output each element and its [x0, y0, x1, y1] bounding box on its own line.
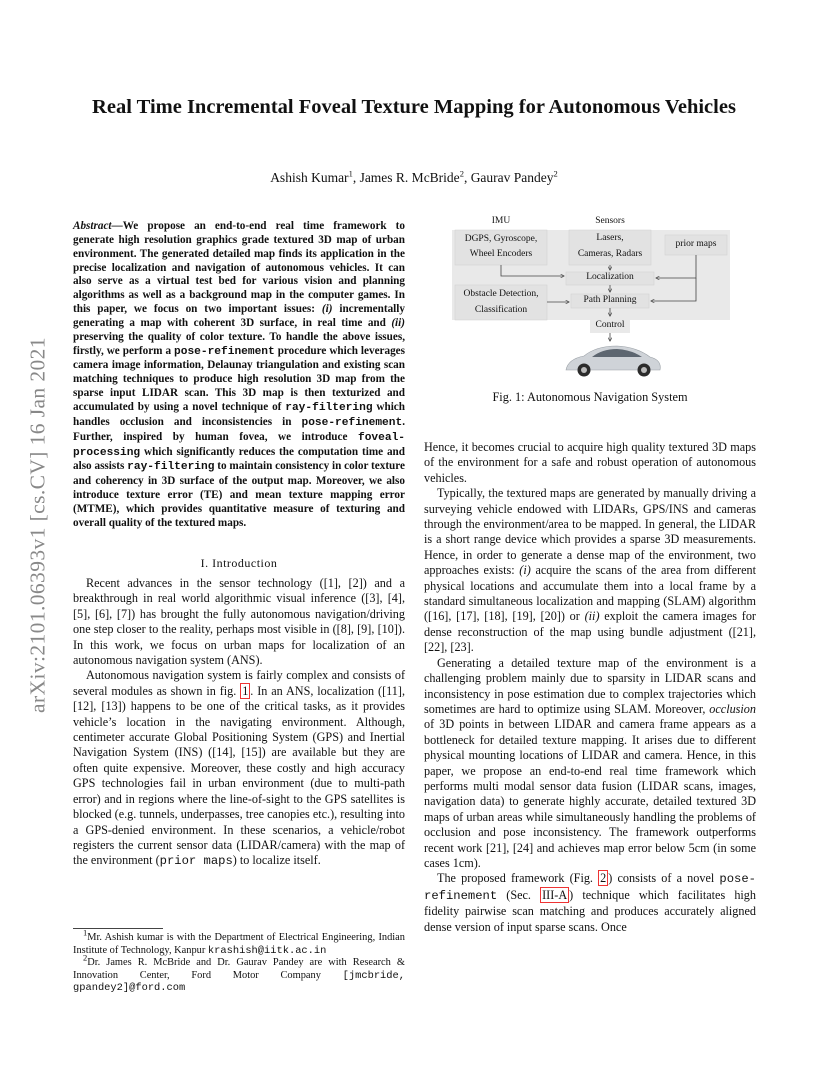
arxiv-stamp — [18, 290, 58, 760]
imu-item: Wheel Encoders — [469, 249, 533, 259]
control-label: Control — [595, 320, 625, 330]
abstract-text: which significantly reduces the computation time and also assists — [73, 445, 405, 473]
car-icon — [566, 346, 660, 377]
author-name: Gaurav Pandey — [470, 170, 554, 185]
body-text: acquire the scans of the area from different physical locations and accumulate them into a local frame by a standard simultaneous localization and mapping (SLAM) algorithm ([16], [17], [18], [19], [20]) or — [424, 563, 757, 624]
imu-item: DGPS, Gyroscope, — [464, 234, 538, 244]
footnote-mark: 2 — [83, 952, 88, 963]
author-list: Ashish Kumar$^1$, James R. McBride$^2$, Gaurav Pandey$^2$ — [270, 168, 558, 185]
code-term: foveal-processing — [73, 431, 405, 459]
code-term: prior maps — [159, 854, 233, 869]
list-marker: (i) — [321, 303, 333, 316]
paragraph — [424, 656, 756, 872]
section-link[interactable]: III-A — [542, 887, 568, 902]
code-term: ray-filtering — [285, 401, 373, 414]
footnote-text: Dr. James R. McBride and Dr. Gaurav Pandey are with Research & Innovation Center, Ford Motor Company — [73, 957, 405, 981]
code-term: pose-refinement — [301, 416, 403, 429]
arxiv-stamp-text: arXiv:2101.06393v1 [cs.CV] 16 Jan 2021 — [25, 337, 50, 713]
body-text: ) to localize itself. — [232, 853, 321, 868]
paragraph — [424, 871, 756, 935]
footnote-text: Mr. Ashish kumar is with the Department of Electrical Engineering, Indian Institute of Technology, Kanpur — [73, 932, 405, 956]
paragraph — [73, 668, 405, 869]
paragraph: Hence, it becomes crucial to acquire high quality textured 3D maps of the environment for a safe and robust operation of autonomous vehicles. — [424, 440, 756, 485]
body-text: Autonomous navigation system is fairly complex and consists of several modules as shown in fig. — [73, 668, 405, 698]
body-text: Typically, the textured maps are generated by manually driving a surveying vehicle endowed with LIDARs, GPS/INS and cameras through the environment/area to be mapped. In general, the LIDAR is a short range device which provides a sparse 3D measurements. Hence, in order to generate a dense map of the environment, two approaches exists: — [424, 486, 756, 578]
footnote — [73, 952, 405, 995]
figure-caption: Fig. 1: Autonomous Navigation System — [492, 390, 688, 404]
abstract-text: which handles occlusion and inconsistencies in — [73, 400, 405, 428]
path-planning-label: Path Planning — [583, 295, 637, 305]
body-text: ) technique which facilitates high fidelity pairwise scan matching and produces accurately aligned dense version of input sparse scans. Once — [424, 887, 756, 934]
code-term: pose-refinement — [424, 872, 756, 903]
abstract-dash: — — [111, 220, 123, 232]
body-text: ) consists of a novel — [608, 871, 720, 886]
author-name: Ashish Kumar — [270, 170, 349, 185]
sensor-item: Cameras, Radars — [577, 249, 643, 259]
abstract-text: preserving the quality of color texture. To handle the above issues, firstly, we perform a — [73, 330, 405, 357]
list-marker: (ii) — [391, 316, 405, 329]
paragraph: Recent advances in the sensor technology ([1], [2]) and a breakthrough in real world algorithmic visual inference ([3], [4], [5], [6], [7]) has brought the fully autonomous navigation/driving one step closer to the reality, perhaps most visible in ([8], [9], [10]). In this work, we focus on urban maps for localization of an autonomous navigation system (ANS). — [73, 576, 405, 668]
imu-label: IMU — [491, 216, 511, 226]
body-text: The proposed framework (Fig. — [437, 871, 599, 886]
section-heading: I. Introduction — [200, 556, 278, 570]
email-link[interactable]: krashish@iitk.ac.in — [207, 944, 327, 957]
abstract-text: procedure which leverages camera image information, Delaunay triangulation and existing scan matching techniques to produce high resolution 3D map from the sparse input LIDAR scan. This 3D map is then texturized and accumulated by using a novel technique of — [73, 344, 406, 413]
affiliation-mark: 1 — [348, 168, 353, 179]
author-name: James R. McBride — [359, 170, 460, 185]
figure-link[interactable]: 2 — [600, 871, 607, 886]
right-column — [424, 440, 756, 935]
figure-link[interactable]: 1 — [242, 683, 249, 698]
localization-label: Localization — [586, 272, 634, 282]
email-link[interactable]: [jmcbride, gpandey2]@ford.com — [73, 969, 405, 994]
body-text: of 3D points in between LIDAR and camera frame appears as a bottleneck for detailed texture mapping. It arises due to different physical mounting locations of LIDAR and camera. Hence, in this paper, we propose an end-to-end real time framework which performs multi modal sensor data fusion (LIDAR scans, images, navigation data) to generate highly accurate, detailed textured 3D maps of urban areas while simultaneously handling the problems of occlusion and pose inconsistency. The framework outperforms recent work [21], [24] and achieves map error below 5cm (in some cases 1cm). — [424, 717, 756, 870]
navigation-system-diagram — [452, 210, 730, 382]
code-term: pose-refinement — [174, 345, 275, 358]
abstract-text: incrementally generating a map with coherent 3D surface, in real time and — [73, 303, 405, 329]
body-text: exploit the camera images for dense reconstruction of the map using bundle adjustment ([21], [22], [23]. — [424, 609, 756, 655]
body-text: . In an ANS, localization ([11], [12], [13]) happens to be one of the critical tasks, as it provides vehicle’s location in the navigating environment. Although, centimeter accurate Global Positioning System (GPS) and Inertial Navigation System (INS) ([14], [15]) are available but they are often quite expensive. Moreover, these costly and high accuracy GPS technologies fail in urban environment (due to multi-path error) and in regions where the line-of-sight to the GPS satellites is blocked (e.g. tunnels, underpasses, tree canopies etc.), resulting into a GPS-denied environment. In these scenarios, a vehicle/robot registers the current sensor data (LIDAR/camera) with the map of the environment ( — [73, 683, 405, 868]
abstract-text: to maintain consistency in color texture and coherency in 3D surface of the output map. Moreover, we also introduce texture error (TE) and mean texture mapping error (MTME), which provides quantitative measure of texturing and overall quality of the textured maps. — [73, 460, 405, 529]
body-text: Generating a detailed texture map of the environment is a challenging problem mainly due to sparsity in LIDAR scans and inconsistency in pose estimation due to complex trajectories which sometimes are hard to optimize using SLAM. Moreover, — [424, 655, 756, 716]
sensor-item: Lasers, — [596, 233, 624, 243]
footnote-mark: 1 — [83, 927, 88, 938]
paper-title: Real Time Incremental Foveal Texture Mapping for Autonomous Vehicles — [92, 96, 736, 118]
abstract — [73, 220, 405, 531]
left-column — [73, 576, 405, 870]
body-text: (Sec. — [497, 887, 541, 902]
prior-maps-label: prior maps — [675, 239, 717, 249]
list-marker: (i) — [519, 563, 531, 578]
code-term: ray-filtering — [127, 461, 215, 474]
abstract-label: Abstract — [73, 220, 112, 232]
abstract-text: . Further, inspired by human fovea, we introduce — [73, 415, 405, 443]
obstacle-label: Classification — [474, 305, 528, 315]
affiliation-mark: 2 — [553, 168, 558, 179]
list-marker: (ii) — [584, 609, 600, 624]
affiliation-mark: 2 — [459, 168, 464, 179]
paragraph — [424, 486, 756, 655]
footnote — [73, 927, 405, 957]
abstract-text: We propose an end-to-end real time framework to generate high resolution graphics grade textured 3D map of urban environment. The generated detailed map finds its application in the precise localization and navigation of autonomous vehicles. It can also serve as a virtual test bed for various vision and planning algorithms as well as a background map in the computer games. In this paper, we focus on two important issues: — [73, 220, 405, 316]
sensors-label: Sensors — [595, 216, 625, 226]
footnotes — [73, 927, 405, 995]
emphasis-term: occlusion — [709, 701, 756, 716]
obstacle-label: Obstacle Detection, — [463, 289, 539, 299]
